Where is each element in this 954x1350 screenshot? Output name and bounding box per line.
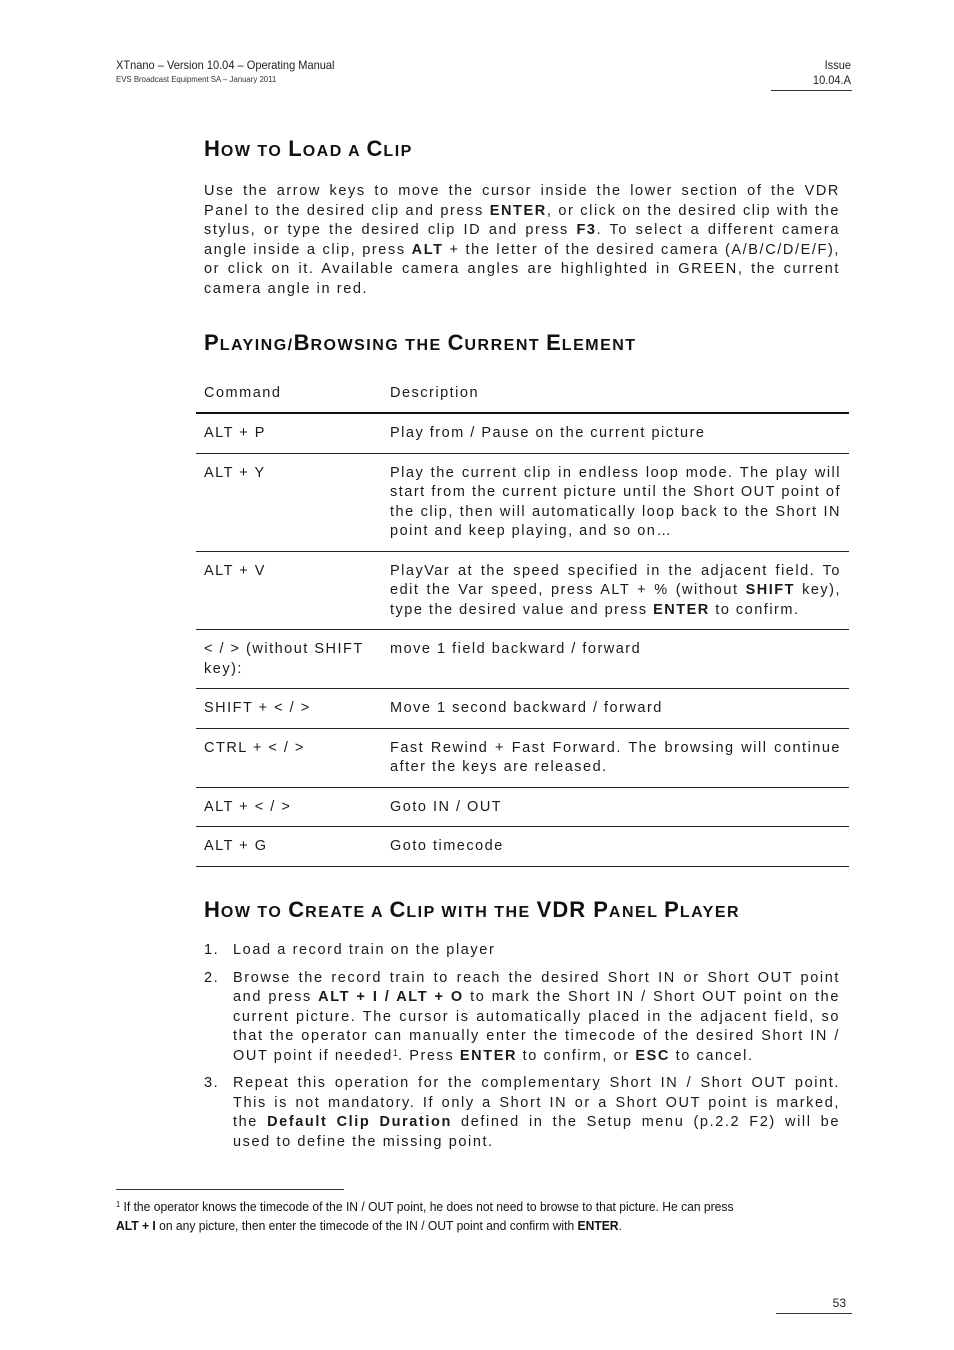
key-alt-i-alt-o: ALT + I / ALT + O xyxy=(318,989,464,1005)
body-text: defined in the Setup menu (p.2.2 F2) will be used to define the missing point. xyxy=(233,1114,840,1150)
heading-text: P xyxy=(204,330,220,355)
heading-text: LIP WITH THE xyxy=(406,904,537,921)
heading-text: ROWSING THE xyxy=(310,337,448,354)
body-text: Use the arrow keys to move the cursor inside the lower section of the VDR Panel to the desired clip and press xyxy=(204,183,840,219)
issue-label: Issue xyxy=(824,58,851,72)
command-cell: ALT + P xyxy=(204,425,266,441)
key-enter: ENTER xyxy=(577,1218,619,1233)
description-cell: Play from / Pause on the current picture xyxy=(390,425,706,441)
heading-load-clip xyxy=(204,136,413,162)
description-cell: Goto timecode xyxy=(390,838,504,854)
table-row xyxy=(196,788,849,828)
table-row xyxy=(196,827,849,867)
command-cell: < / > (without SHIFT key): xyxy=(204,641,364,677)
command-cell: SHIFT + < / > xyxy=(204,700,311,716)
page-number-divider xyxy=(776,1313,852,1314)
body-text: key), type the desired value and press xyxy=(390,582,841,618)
commands-table xyxy=(196,380,849,867)
description-cell: Move 1 second backward / forward xyxy=(390,700,663,716)
list-item xyxy=(204,1074,840,1152)
key-enter: ENTER xyxy=(653,601,710,618)
footnote-line-2 xyxy=(116,1216,804,1235)
key-shift: SHIFT xyxy=(745,582,795,598)
heading-text: ANEL xyxy=(608,904,665,921)
issue-version: 10.04.A xyxy=(812,73,851,87)
heading-text: LIP xyxy=(383,143,413,160)
heading-text: REATE A xyxy=(305,904,390,921)
heading-text: LAYER xyxy=(679,904,741,921)
heading-text: C xyxy=(447,330,465,355)
step-number: 1. xyxy=(204,942,220,958)
command-cell: CTRL + < / > xyxy=(204,739,305,756)
footnote xyxy=(116,1197,856,1235)
heading-text: P xyxy=(664,897,680,922)
table-row xyxy=(196,454,849,552)
key-enter: ENTER xyxy=(489,202,547,219)
step-text xyxy=(233,1074,840,1152)
description-cell xyxy=(390,552,841,630)
heading-text: VDR P xyxy=(536,897,609,922)
step-number: 3. xyxy=(204,1075,220,1091)
footnote-reference[interactable]: 1 xyxy=(392,1047,398,1058)
key-esc: ESC xyxy=(635,1047,670,1064)
issue-block xyxy=(771,58,851,87)
body-text: Browse the record train to reach the desired Short IN or Short OUT point and press xyxy=(233,969,840,1005)
description-cell: Fast Rewind + Fast Forward. The browsing will continue after the keys are released. xyxy=(390,739,841,775)
key-alt: ALT xyxy=(411,241,444,258)
running-header xyxy=(116,58,354,84)
body-text: . Press xyxy=(397,1047,460,1064)
heading-text: URRENT xyxy=(464,337,547,354)
heading-text: E xyxy=(546,330,562,355)
heading-text: LEMENT xyxy=(561,337,637,354)
table-row xyxy=(196,630,849,689)
body-text: . To select a different camera angle inside a clip, press xyxy=(204,222,840,258)
footnote-text: If the operator knows the timecode of the IN / OUT point, he does not need to browse to that picture. He can press xyxy=(120,1199,734,1214)
list-item xyxy=(204,941,840,961)
heading-text: C xyxy=(366,136,384,161)
column-header-command: Command xyxy=(204,385,282,401)
description-cell: Goto IN / OUT xyxy=(390,798,503,815)
heading-playing-browsing xyxy=(204,330,637,356)
table-header xyxy=(196,380,849,414)
table-row xyxy=(196,689,849,729)
table-row xyxy=(196,729,849,788)
load-clip-paragraph xyxy=(204,182,840,299)
heading-text: B xyxy=(293,330,311,355)
description-cell: Play the current clip in endless loop mode. The play will start from the current picture until the Short OUT point of the clip, then will automatically loop back to the Short IN point and keep playing, and so on… xyxy=(390,464,841,539)
page-number: 53 xyxy=(832,1296,846,1310)
heading-create-clip xyxy=(204,897,740,923)
heading-text: H xyxy=(204,897,221,922)
key-alt-i: ALT + I xyxy=(116,1218,156,1233)
footnote-text: . xyxy=(618,1218,622,1233)
step-number: 2. xyxy=(204,969,220,986)
command-cell: ALT + G xyxy=(204,838,268,854)
default-clip-duration: Default Clip Duration xyxy=(267,1114,452,1130)
command-cell: ALT + Y xyxy=(204,464,266,481)
body-text: , or click on the desired clip with the stylus, or type the desired clip ID and press xyxy=(204,202,840,238)
key-f3: F3 xyxy=(576,222,597,238)
header-divider xyxy=(771,90,852,91)
body-text: to confirm. xyxy=(709,601,800,618)
heading-text: OAD A xyxy=(302,143,367,160)
step-text: Load a record train on the player xyxy=(233,942,496,958)
heading-text: OW TO xyxy=(220,904,289,921)
table-row xyxy=(196,552,849,631)
column-header-description: Description xyxy=(390,385,480,401)
heading-text: C xyxy=(389,897,407,922)
heading-text: OW TO xyxy=(220,143,289,160)
body-text: Repeat this operation for the complementary Short IN / Short OUT point. This is not mandatory. If only a Short IN or a Short OUT point is marked, the xyxy=(233,1075,840,1130)
step-text xyxy=(233,969,840,1067)
description-cell: move 1 field backward / forward xyxy=(390,641,642,657)
body-text: to mark the Short IN / Short OUT point on the current picture. The cursor is automatically placed in the adjacent field, so that the operator can manually enter the timecode of the desired Short IN / OUT point if needed xyxy=(233,989,840,1064)
footnote-divider xyxy=(116,1189,344,1190)
list-item xyxy=(204,969,840,1067)
command-cell: ALT + V xyxy=(204,562,266,579)
heading-text: H xyxy=(204,136,221,161)
footnote-marker: 1 xyxy=(116,1200,121,1209)
body-text: PlayVar at the speed specified in the adjacent field. To edit the Var speed, press ALT + % (without xyxy=(390,562,841,598)
create-clip-steps xyxy=(204,941,840,1160)
manual-title: XTnano – Version 10.04 – Operating Manual xyxy=(116,58,335,72)
heading-text: LAYING/ xyxy=(219,337,294,354)
body-text: + the letter of the desired camera (A/B/C/D/E/F), or click on it. Available camera angles are highlighted in GREEN, the current camera angle in red. xyxy=(204,241,841,297)
body-text: to cancel. xyxy=(669,1047,754,1064)
table-row xyxy=(196,414,849,454)
heading-text: C xyxy=(288,897,306,922)
footnote-line-1 xyxy=(116,1197,804,1216)
publisher-line: EVS Broadcast Equipment SA – January 2011 xyxy=(116,74,277,84)
command-cell: ALT + < / > xyxy=(204,798,292,815)
footnote-text: on any picture, then enter the timecode of the IN / OUT point and confirm with xyxy=(155,1218,578,1233)
key-enter: ENTER xyxy=(459,1047,518,1064)
heading-text: L xyxy=(288,136,303,161)
body-text: to confirm, or xyxy=(517,1047,636,1064)
